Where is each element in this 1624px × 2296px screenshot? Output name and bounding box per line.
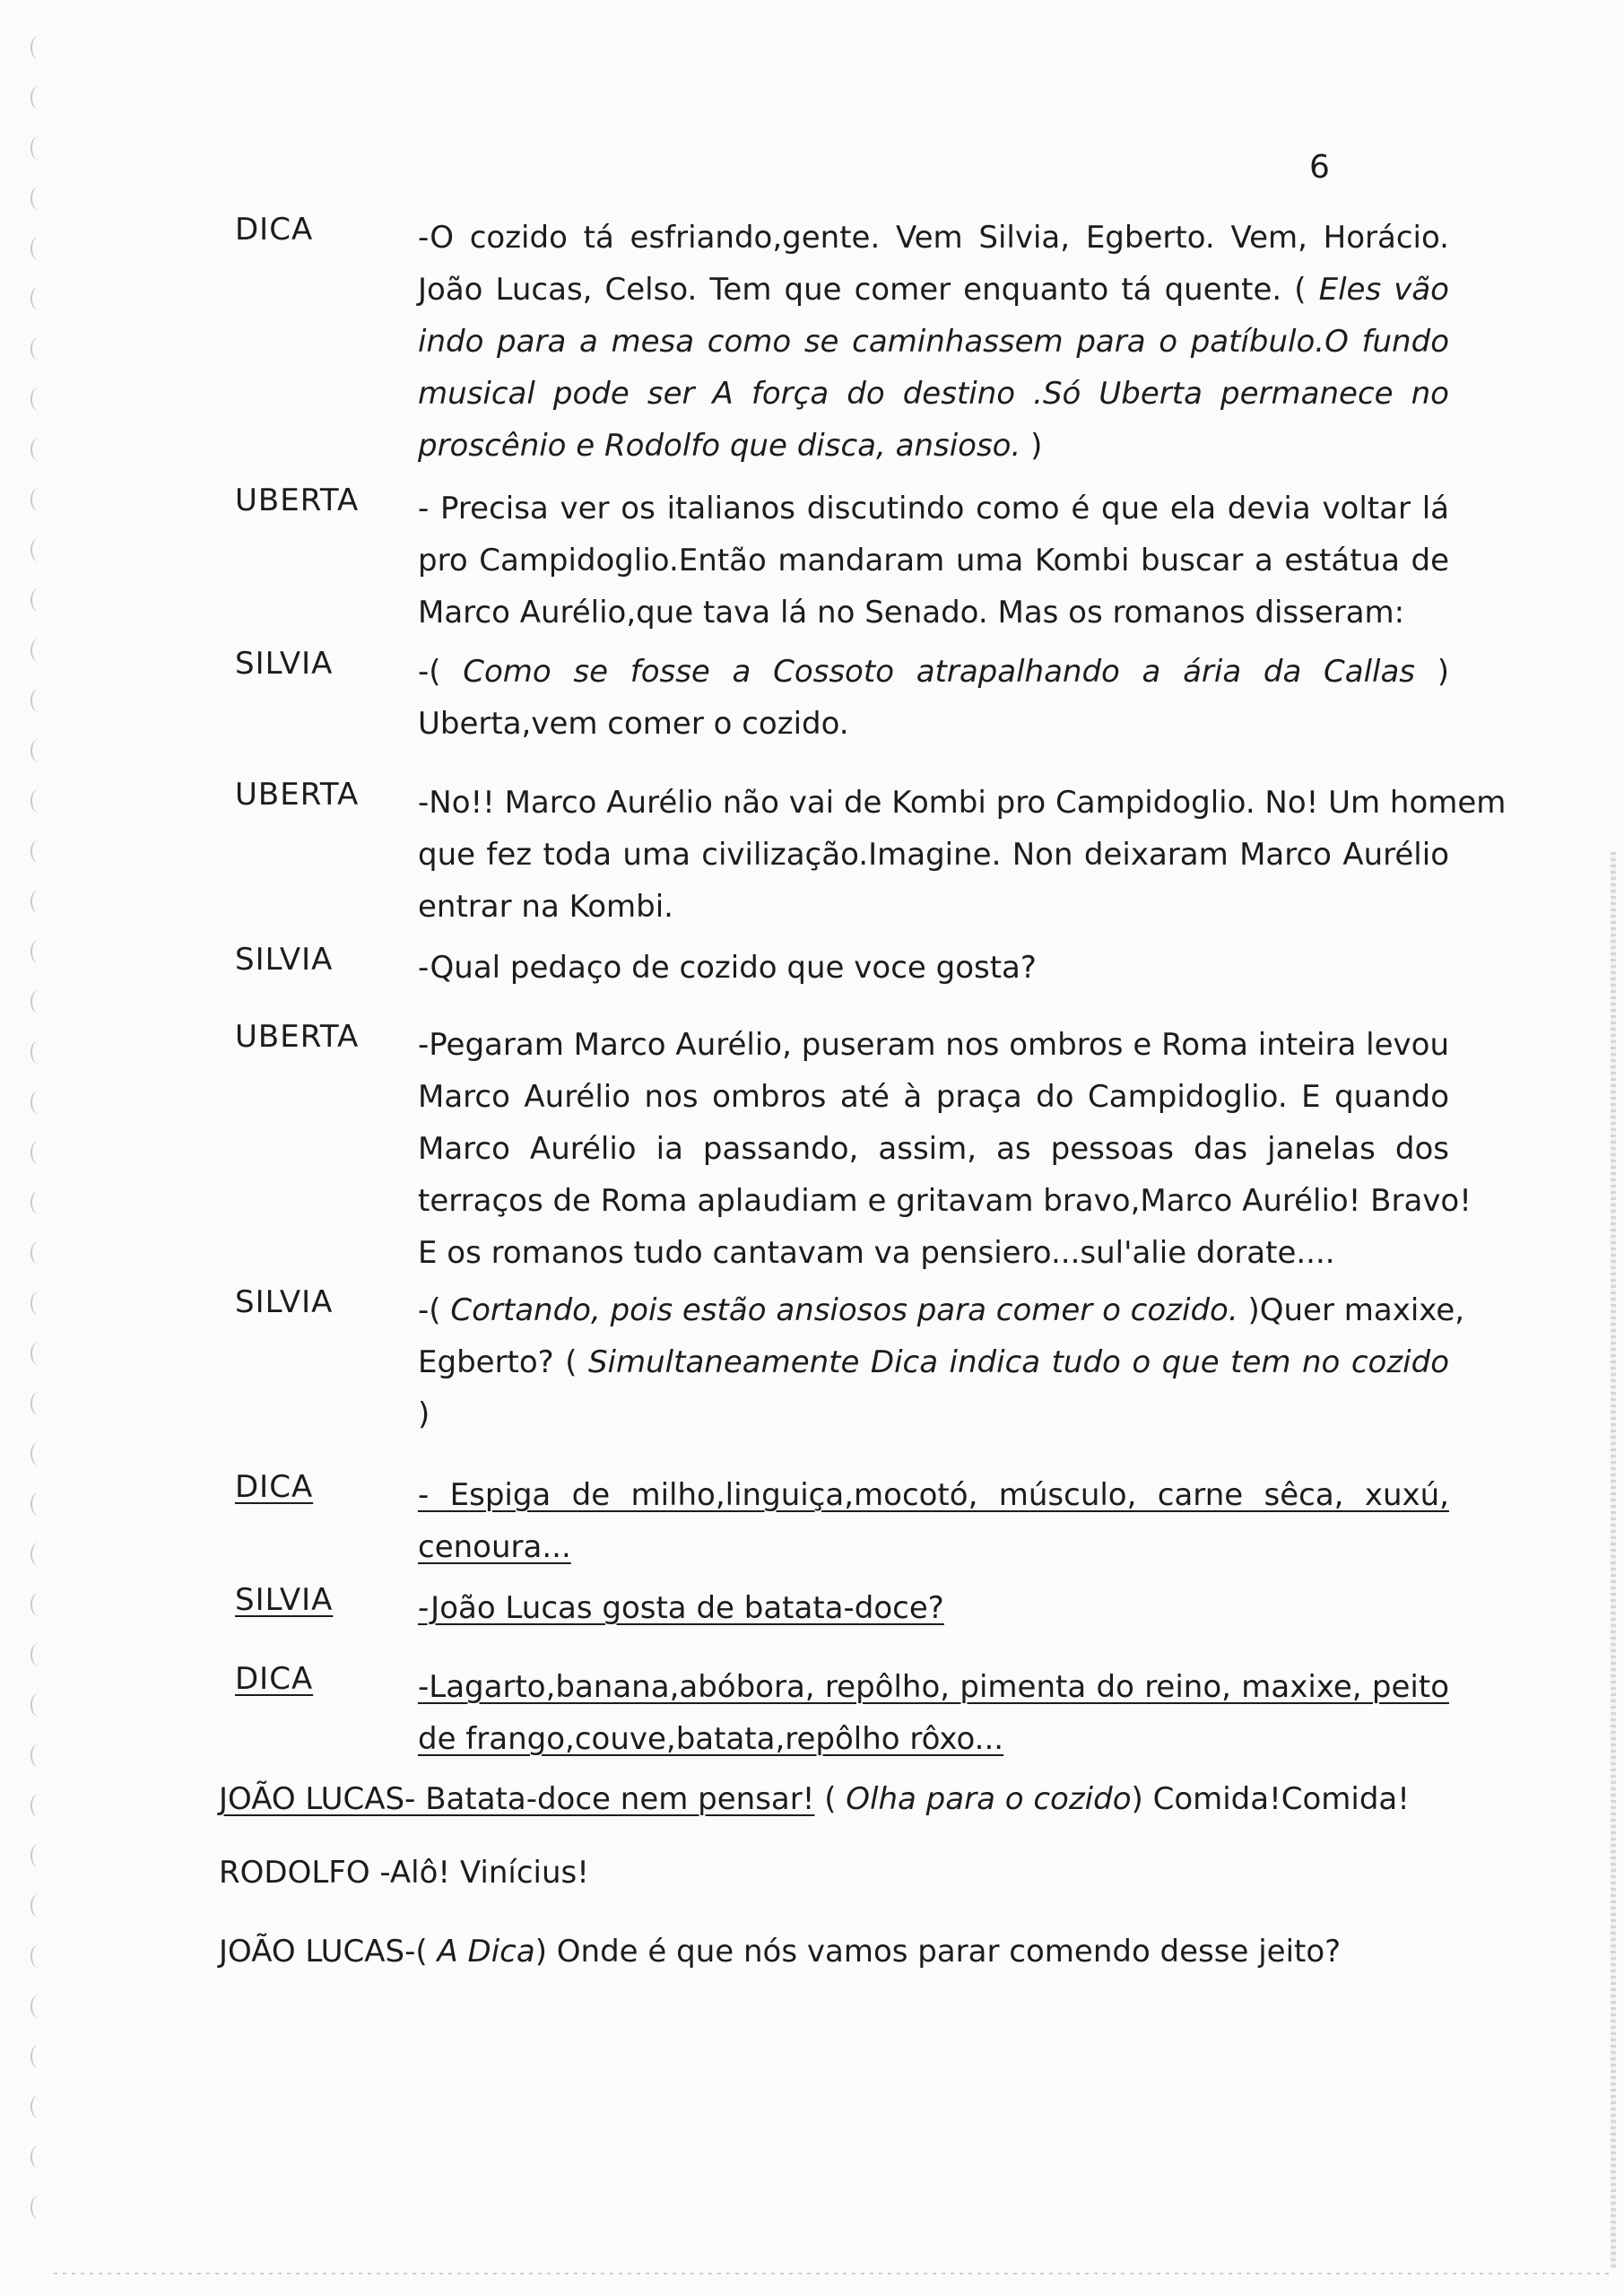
speech [418,1582,1449,1634]
speech-line [418,212,1449,264]
speech-text: E os romanos tudo cantavam va pensiero...sul'alie dorate.... [418,1235,1335,1271]
hole-mark [30,1894,47,1918]
dialogue-line-full [219,1855,589,1891]
speech [418,1469,1449,1573]
hole-mark [30,1442,47,1465]
speech-text: pro Campidoglio.Então mandaram uma Kombi buscar a estátua de [418,543,1449,578]
speech-line [418,483,1449,535]
speech-text: de frango,couve,batata,repôlho rôxo... [418,1721,1004,1757]
speech [418,777,1507,933]
speech-text: -Pegaram Marco Aurélio, puseram nos ombros e Roma inteira levou [418,1027,1449,1063]
hole-mark [30,187,47,210]
speech-text: - Espiga de milho,linguiça,mocotó, músculo, carne sêca, xuxú, [418,1477,1449,1513]
stage-direction: Cortando, pois estão ansiosos para comer o cozido. [450,1292,1238,1328]
page-number: 6 [1309,149,1330,186]
hole-mark [30,2095,47,2118]
hole-mark [30,36,47,59]
speech [418,942,1449,994]
speech-text: ( [814,1781,847,1817]
dialogue-block [0,483,1624,639]
speech [418,1019,1472,1279]
speech-text: -No!! Marco Aurélio não vai de Kombi pro Campidoglio. No! Um homem [418,785,1507,821]
stage-direction: Eles vão [1318,272,1449,308]
speech-line [418,1661,1449,1713]
dialogue-line-full [219,1934,1341,1970]
hole-mark [30,2045,47,2068]
speech-text: - Precisa ver os italianos discutindo como é que ela devia voltar lá [418,491,1449,526]
stage-direction: Olha para o cozido [846,1781,1132,1817]
speech-line [418,1521,1449,1573]
hole-mark [30,136,47,160]
speech [418,212,1449,472]
speech-text: Egberto? ( [418,1344,588,1380]
speech-text: RODOLFO -Alô! Vinícius! [219,1855,589,1891]
stage-direction: Simultaneamente Dica indica tudo o que tem no cozido [587,1344,1450,1380]
speech-line [418,881,1449,933]
dialogue-block [0,777,1624,933]
speech-text: entrar na Kombi. [418,889,673,925]
speech-text: JOÃO LUCAS- Batata-doce nem pensar! [219,1781,815,1817]
speech-text: JOÃO LUCAS-( [219,1934,438,1970]
speech-text: Marco Aurélio nos ombros até à praça do Campidoglio. E quando [418,1079,1449,1115]
speech-line [418,1713,1449,1765]
speech-text: Uberta,vem comer o cozido. [418,706,849,742]
stage-direction: musical pode ser A força do destino .Só Uberta permanece no [418,376,1449,412]
speech-line [418,535,1449,587]
speaker-name: DICA [235,1661,314,1697]
speech-text: )Quer maxixe, [1238,1292,1465,1328]
speech-text: ) Comida!Comida! [1131,1781,1410,1817]
hole-mark [30,1995,47,2018]
speaker-name: SILVIA [235,1284,334,1320]
speech-text: -João Lucas gosta de batata-doce? [418,1590,944,1626]
speech-text: João Lucas, Celso. Tem que comer enquanto tá quente. ( [418,272,1319,308]
speaker-name: DICA [235,1469,314,1505]
speech-line [418,698,1449,750]
speech-line [418,1388,1449,1440]
speech [418,1661,1449,1765]
speech-text: -Lagarto,banana,abóbora, repôlho, pimenta do reino, maxixe, peito [418,1669,1449,1705]
speech-line [418,1019,1449,1071]
dialogue-block [0,1661,1624,1765]
speech-text: -O cozido tá esfriando,gente. Vem Silvia, Egberto. Vem, Horácio. [418,220,1449,256]
speech-line [418,264,1449,316]
hole-mark [30,86,47,109]
speech-line [418,1336,1449,1388]
speaker-name: UBERTA [235,483,360,518]
stage-direction: indo para a mesa como se caminhassem para o patíbulo.O fundo [418,324,1449,360]
speaker-name: UBERTA [235,777,360,813]
dialogue-block [0,212,1624,472]
speech-line [418,1123,1449,1175]
speech-text: Marco Aurélio ia passando, assim, as pessoas das janelas dos [418,1131,1449,1167]
speech-line [418,368,1449,420]
speaker-name: SILVIA [235,646,334,682]
hole-mark [30,2196,47,2219]
speech-line [418,777,1507,829]
speech-text: ) [418,1396,430,1432]
speaker-name: UBERTA [235,1019,360,1055]
speech-line [418,942,1449,994]
speaker-name: SILVIA [235,942,334,978]
speech-line [418,829,1449,881]
speech-line [418,1175,1472,1227]
speaker-name: DICA [235,212,314,248]
speech-text: -( [418,1292,451,1328]
speech-line [418,1582,1449,1634]
dialogue-block [0,646,1624,750]
stage-direction: Como se fosse a Cossoto atrapalhando a ária da Callas [463,654,1416,690]
speech [418,483,1449,639]
dialogue-block [0,1019,1624,1279]
scan-edge-bottom [54,2273,1614,2274]
stage-direction: proscênio e Rodolfo que disca, ansioso. [418,428,1021,464]
speech-text: Marco Aurélio,que tava lá no Senado. Mas os romanos disseram: [418,595,1405,631]
stage-direction: A Dica [437,1934,535,1970]
dialogue-block [0,1469,1624,1573]
dialogue-line-full [219,1781,1410,1817]
speech-text: ) [1415,654,1449,690]
speech-text: cenoura... [418,1529,571,1565]
speech-line [418,420,1449,472]
speech-text: -( [418,654,464,690]
speech-line [418,1469,1449,1521]
speech-line [418,316,1449,368]
speech [418,1284,1465,1440]
hole-mark [30,1794,47,1817]
speech-text: ) Onde é que nós vamos parar comendo desse jeito? [534,1934,1342,1970]
dialogue-block [0,942,1624,994]
hole-mark [30,1944,47,1968]
speech-line [418,1071,1449,1123]
speech [418,646,1449,750]
speech-text: que fez toda uma civilização.Imagine. Non deixaram Marco Aurélio [418,837,1449,873]
dialogue-block [0,1582,1624,1634]
hole-mark [30,2145,47,2169]
speech-line [418,1284,1465,1336]
hole-mark [30,1844,47,1867]
speech-text: ) [1020,428,1043,464]
speech-line [418,587,1449,639]
dialogue-block [0,1284,1624,1440]
speaker-name: SILVIA [235,1582,334,1618]
speech-line [418,646,1449,698]
speech-line [418,1227,1449,1279]
speech-text: terraços de Roma aplaudiam e gritavam bravo,Marco Aurélio! Bravo! [418,1183,1472,1219]
speech-text: -Qual pedaço de cozido que voce gosta? [418,950,1037,986]
